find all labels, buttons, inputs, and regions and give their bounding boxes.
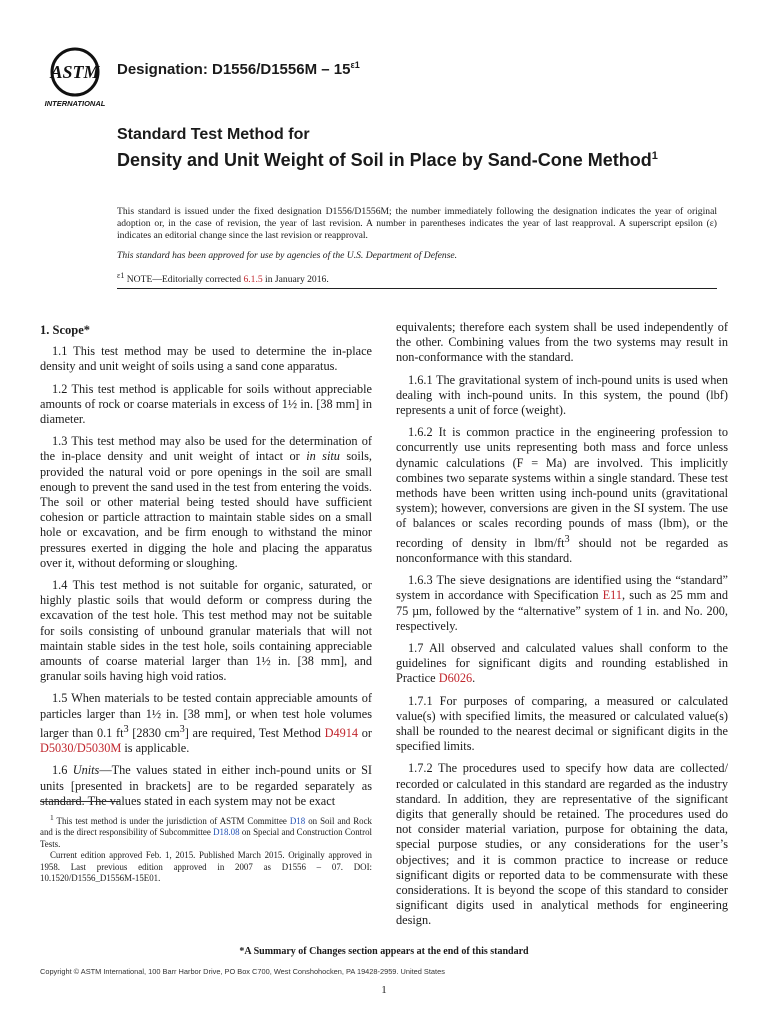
para-1-5-b: [2830 cm: [128, 725, 180, 740]
para-1-4: 1.4 This test method is not suitable for organic, saturated, or highly plastic soils that would deform or compress during the excavation of the test hole. This test method may not be suitable for soils consisting of unbound granular materials that will not maintain stable sides in the test hole, soils containing appreciable amounts of coarse material larger than 1½ in. [38 mm], and granular soils having high void ratios.: [40, 578, 372, 684]
preamble-dod: This standard has been approved for use by agencies of the U.S. Department of Defense.: [117, 250, 458, 261]
page-number: 1: [381, 984, 387, 996]
para-1-6-1: 1.6.1 The gravitational system of inch-pound units is used when dealing with inch-pound units. In this system, the pound (lbf) represents a unit of force (weight).: [396, 372, 728, 418]
footnote-edition: Current edition approved Feb. 1, 2015. Published March 2015. Originally approved in 1958. Last previous edition approved in 2007 as D1556 – 07. DOI: 10.1520/D1556_D1556M-15E01.: [40, 850, 372, 883]
para-1-7-a: 1.7 All observed and calculated values shall conform to the guidelines for significant digits and rounding established in Practice: [396, 640, 728, 686]
sup: 3: [179, 723, 185, 735]
eps-sup: ε1: [117, 271, 125, 280]
para-1-6-cont: equivalents; therefore each system shall be used independently of the other. Combining values from the two systems may result in non-conformance with the standard.: [396, 320, 728, 365]
eps-text: NOTE—Editorially corrected: [124, 274, 244, 286]
link-d18[interactable]: D18: [289, 815, 306, 826]
astm-logo: [40, 44, 110, 110]
footnote-c: on Special and Construction Control Tests.: [40, 827, 372, 849]
link-d6026[interactable]: D6026: [438, 671, 473, 686]
title-block: [117, 126, 717, 171]
para-1-6: [40, 763, 372, 809]
left-column: [40, 320, 372, 816]
para-1-7-b: .: [472, 671, 476, 686]
preamble-issued: This standard is issued under the fixed designation D1556/D1556M; the number immediately following the designation indicates the year of original adoption or, in the case of revision, the year of last revision. A number in parentheses indicates the year of last reapproval. A superscript epsilon (ε) indicates an editorial change since the last revision or reapproval.: [117, 206, 717, 241]
para-1-2: 1.2 This test method is applicable for soils without appreciable amounts of rock or coarse materials in excess of 1½ in. [38 mm] in diameter.: [40, 381, 372, 427]
section-heading-scope: 1. Scope*: [40, 323, 90, 337]
eps-text-end: in January 2016.: [262, 274, 329, 286]
units-italic: Units: [72, 763, 100, 778]
divider: [117, 288, 717, 289]
title-prefix: Standard Test Method for: [117, 126, 310, 143]
document-title: [117, 146, 717, 171]
footnote-a: This test method is under the jurisdiction of ASTM Committee: [53, 815, 290, 826]
summary-note: *A Summary of Changes section appears at the end of this standard: [239, 946, 529, 957]
para-1-6-2-b: should not be regarded as nonconformance with this standard.: [396, 535, 728, 565]
sup: 3: [564, 533, 570, 545]
footnote: [40, 812, 372, 884]
link-d5030[interactable]: D5030/D5030M: [40, 741, 122, 756]
para-1-6-3: [396, 573, 728, 634]
footnote-b: on Soil and Rock and is the direct responsibility of Subcommittee: [40, 815, 372, 838]
para-1-6-3-a: 1.6.3 The sieve designations are identified using the “standard” system in accordance with Specification: [396, 573, 728, 603]
link-d18-08[interactable]: D18.08: [213, 827, 240, 838]
para-1-5: [40, 691, 372, 756]
para-1-7-2: 1.7.2 The procedures used to specify how data are collected/ recorded or calculated in this standard are regarded as the industry standard. In addition, they are representative of the significant digits that generally should be retained. The procedures used do not consider material variation, purpose for obtaining the data, special purpose studies, or any considerations for the user’s objectives; and it is common practice to increase or reduce significant digits or reported data to be commensurate with these considerations. It is beyond the scope of this standard to consider significant digits used in analytical methods for engineering design.: [396, 761, 728, 928]
sup: 3: [123, 723, 129, 735]
link-6-1-5[interactable]: 6.1.5: [243, 274, 263, 286]
para-1-3-a: 1.3 This test method may also be used for the determination of the in-place density and unit weight of intact or: [40, 434, 372, 464]
para-1-6-a: 1.6: [52, 763, 73, 778]
footnote-1: [40, 812, 372, 850]
designation: [117, 60, 360, 78]
para-1-6-3-b: , such as 25 mm and 75 µm, followed by the “alternative” system of 1 in. and No. 200, respectively.: [396, 588, 728, 633]
document-title-text: Density and Unit Weight of Soil in Place by Sand-Cone Method: [117, 150, 652, 170]
copyright: Copyright © ASTM International, 100 Barr Harbor Drive, PO Box C700, West Conshohocken, PA 19428-2959. United States: [40, 967, 445, 976]
footnote-sup: 1: [50, 813, 54, 822]
title-footnote-ref: 1: [651, 150, 658, 162]
para-1-3-b: soils, provided the natural void or pore openings in the soil are small enough to prevent the sand used in the test from entering the voids. The soil or other material being tested should have sufficient cohesion or particle attraction to maintain stable sides on a small hole or excavation, and be firm enough to withstand the minor pressures exerted in digging the hole and placing the apparatus over it, without deforming or sloughing.: [40, 449, 373, 570]
footnote-rule: [40, 801, 120, 802]
para-1-5-a: 1.5 When materials to be tested contain appreciable amounts of particles larger than 1½ in. [38 mm], or when test hole volumes larger than 0.1 ft: [40, 691, 372, 740]
link-d4914[interactable]: D4914: [324, 725, 359, 740]
para-1-7: [396, 641, 728, 687]
designation-sup: ε1: [350, 60, 360, 70]
para-1-7-1: 1.7.1 For purposes of comparing, a measured or calculated value(s) with specified limits, the measured or calculated value(s) shall be rounded to the nearest decimal or significant digits in the specified limits.: [396, 693, 728, 754]
svg-text:ASTM: ASTM: [50, 62, 100, 82]
para-1-6-2-a: 1.6.2 It is common practice in the engineering profession to concurrently use units representing both mass and force unless dynamic calculations (F = Ma) are involved. This implicitly combines two separate systems within a single standard. These test methods have been written using inch-pound units (gravitational system); however, conversions are given in the SI system. The use of balances or scales recording pounds of mass (lbm), or the recording of density in lbm/ft: [396, 425, 728, 550]
link-e11[interactable]: E11: [602, 588, 623, 603]
para-1-5-c: ] are required, Test Method: [184, 725, 325, 740]
para-1-6-b: —The values stated in either inch-pound units or SI units [presented in brackets] are to be regarded separately as standard. The values stated in each system may not be exact: [40, 763, 372, 808]
in-situ: in situ: [306, 449, 340, 464]
para-1-3: [40, 434, 372, 571]
para-1-1: 1.1 This test method may be used to determine the in-place density and unit weight of soils using a sand cone apparatus.: [40, 344, 372, 374]
right-column: [396, 320, 728, 936]
para-1-5-d: or: [358, 725, 372, 740]
para-1-5-e: is applicable.: [121, 741, 190, 756]
svg-text:INTERNATIONAL: INTERNATIONAL: [44, 99, 106, 108]
editorial-note: [117, 271, 329, 285]
designation-text: Designation: D1556/D1556M – 15: [117, 61, 351, 78]
para-1-6-2: [396, 425, 728, 566]
